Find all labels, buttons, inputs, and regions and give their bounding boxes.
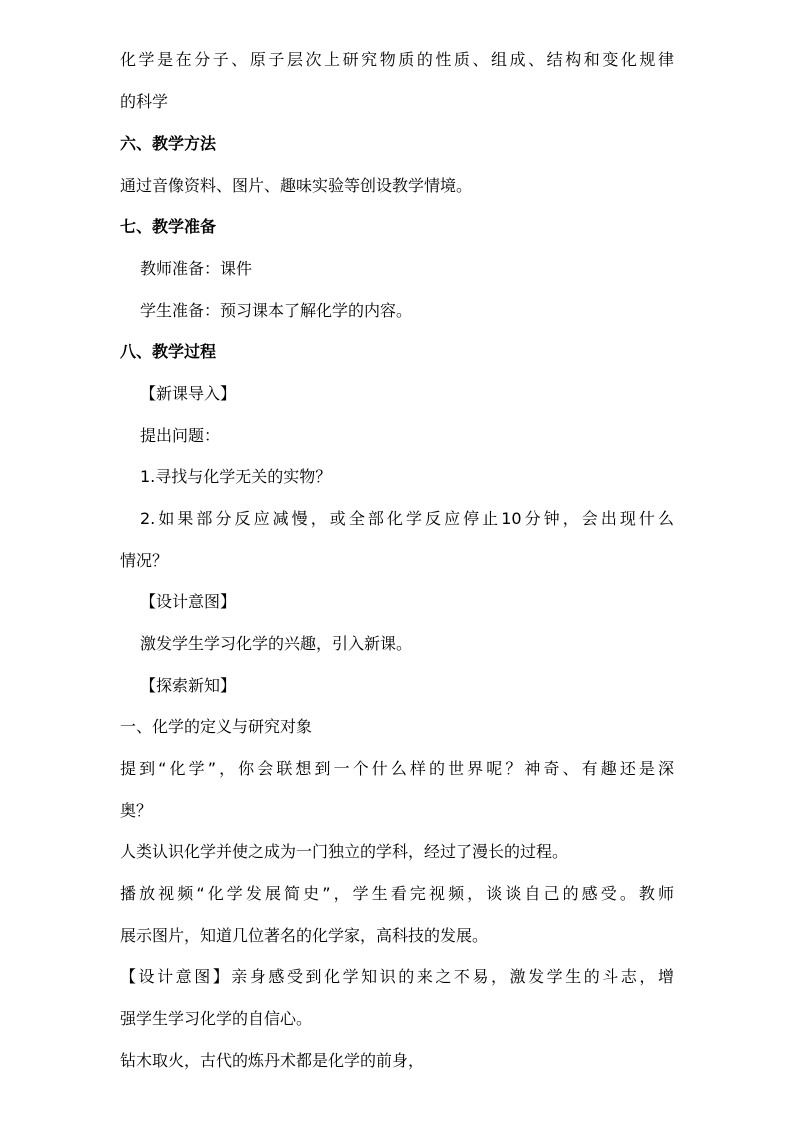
section-6-heading: 六、教学方法 [120, 134, 217, 153]
paragraph-4-line-2: 强学生学习化学的自信心。 [120, 1009, 313, 1028]
intro-line-1: 化学是在分子、原子层次上研究物质的性质、组成、结构和变化规律 [120, 50, 674, 69]
paragraph-3-line-1: 播放视频“化学发展简史”，学生看完视频，谈谈自己的感受。教师 [120, 884, 674, 903]
questions-label: 提出问题： [140, 426, 221, 445]
paragraph-1-line-2: 奥？ [120, 801, 153, 820]
paragraph-5: 钻木取火，古代的炼丹术都是化学的前身， [120, 1051, 425, 1070]
section-6-text: 通过音像资料、图片、趣味实验等创设教学情境。 [120, 176, 473, 195]
paragraph-1-line-1: 提到“化学”，你会联想到一个什么样的世界呢？神奇、有趣还是深 [120, 759, 674, 778]
part-1-title: 一、化学的定义与研究对象 [120, 717, 313, 736]
paragraph-4-line-1: 【设计意图】亲身感受到化学知识的来之不易，激发学生的斗志，增 [120, 967, 674, 986]
section-7-heading: 七、教学准备 [120, 217, 217, 236]
question-2-line-1: 2.如果部分反应减慢，或全部化学反应停止10分钟，会出现什么 [140, 509, 674, 528]
question-1: 1.寻找与化学无关的实物？ [140, 467, 332, 486]
student-preparation: 学生准备：预习课本了解化学的内容。 [140, 301, 413, 320]
intro-line-2: 的科学 [120, 92, 169, 111]
paragraph-2: 人类认识化学并使之成为一门独立的学科，经过了漫长的过程。 [120, 842, 569, 861]
question-2-line-2: 情况？ [120, 551, 169, 570]
teacher-preparation: 教师准备：课件 [140, 259, 253, 278]
design-intent-text: 激发学生学习化学的兴趣，引入新课。 [140, 634, 413, 653]
section-8-heading: 八、教学过程 [120, 342, 217, 361]
design-intent-tag: 【设计意图】 [140, 592, 237, 611]
paragraph-3-line-2: 展示图片，知道几位著名的化学家，高科技的发展。 [120, 926, 489, 945]
new-lesson-intro-tag: 【新课导入】 [140, 384, 237, 403]
explore-new-knowledge-tag: 【探索新知】 [140, 676, 237, 695]
